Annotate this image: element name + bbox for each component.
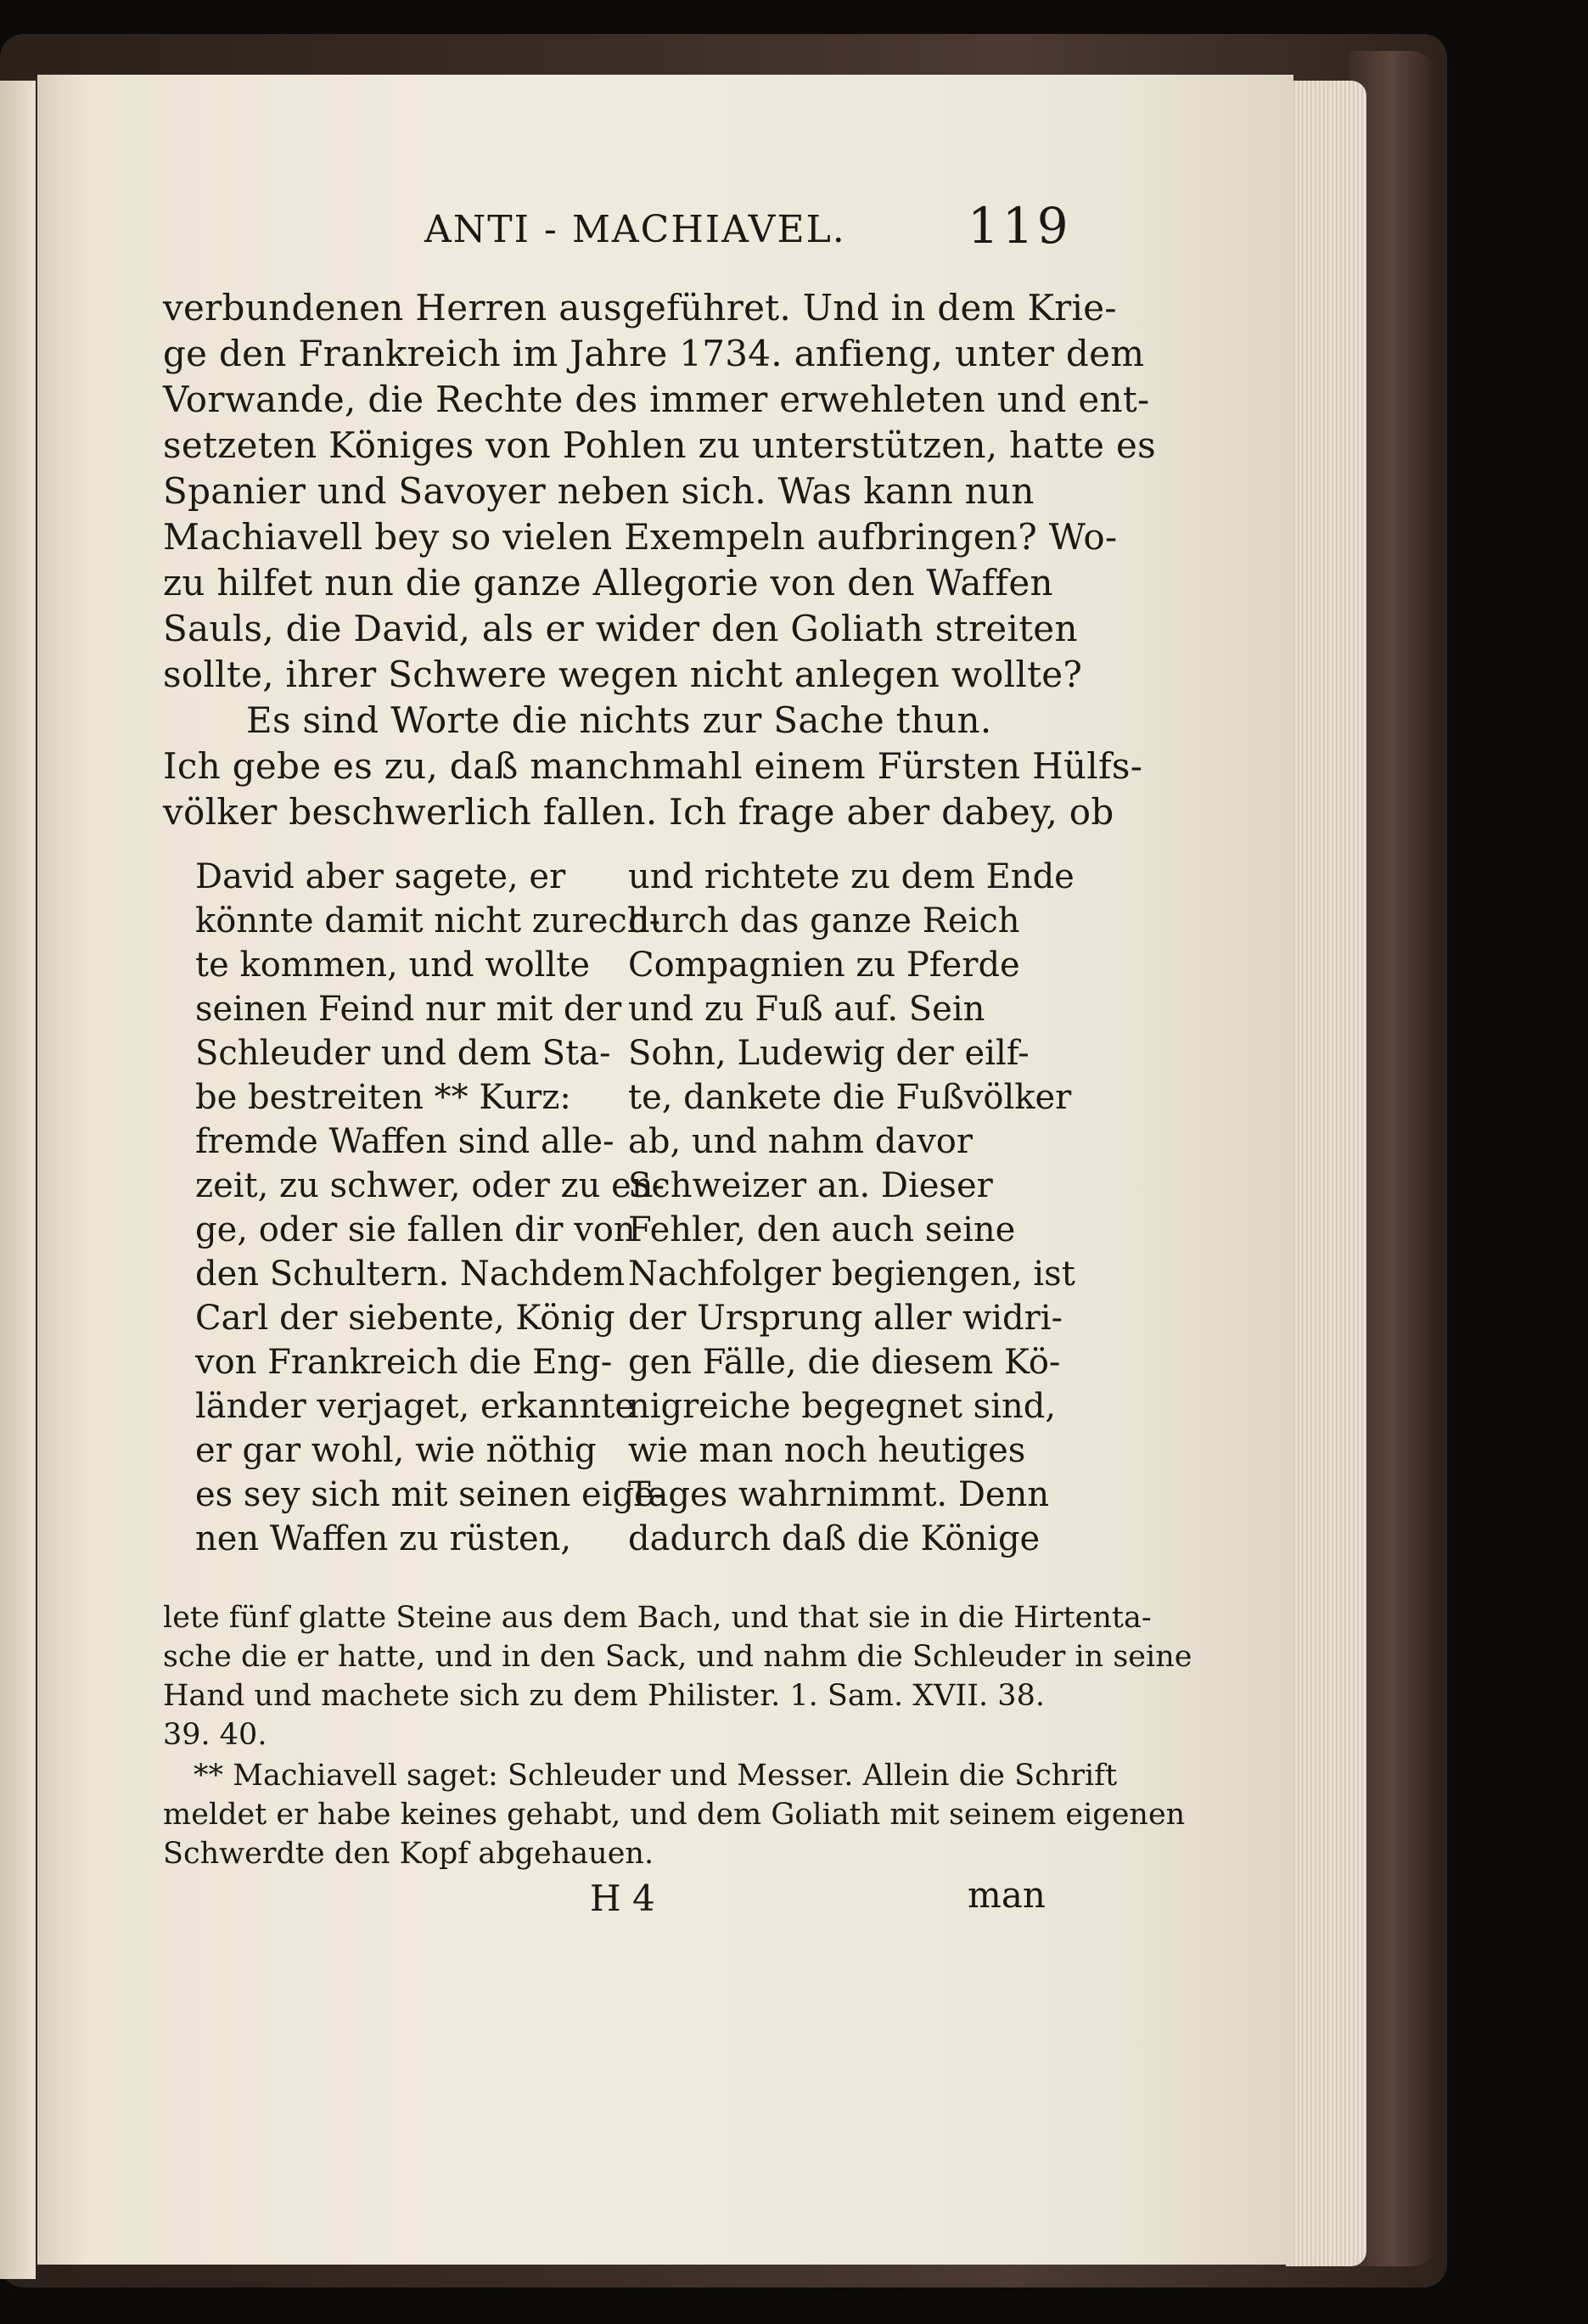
footnote-line: Schwerdte den Kopf abgehauen. (163, 1837, 654, 1871)
body-line: Vorwande, die Rechte des immer erwehleten und ent- (163, 379, 1150, 420)
right-column-line: Fehler, den auch seine (628, 1210, 1016, 1249)
left-column-line: länder verjaget, erkannte (195, 1387, 636, 1426)
footnote-line: ** Machiavell saget: Schleuder und Messer. Allein die Schrift (194, 1759, 1118, 1793)
left-column-line: den Schultern. Nachdem (195, 1255, 626, 1294)
body-line: ge den Frankreich im Jahre 1734. anfieng, unter dem (163, 333, 1145, 374)
body-line: Ich gebe es zu, daß manchmahl einem Fürsten Hülfs- (163, 745, 1143, 787)
signature-mark: H 4 (590, 1878, 655, 1919)
body-line: Spanier und Savoyer neben sich. Was kann nun (163, 470, 1035, 512)
page-number: 119 (968, 197, 1072, 255)
footnote-line: sche die er hatte, und in den Sack, und nahm die Schleuder in seine (163, 1640, 1192, 1674)
right-column-line: dadurch daß die Könige (628, 1519, 1041, 1558)
right-column-line: ab, und nahm davor (628, 1122, 973, 1161)
running-title: ANTI - MACHIAVEL. (424, 208, 846, 251)
left-column-line: es sey sich mit seinen eige- (195, 1475, 666, 1514)
left-column-line: te kommen, und wollte (195, 946, 590, 985)
footnote-line: lete fünf glatte Steine aus dem Bach, und that sie in die Hirtenta- (163, 1601, 1152, 1635)
left-column-line: fremde Waffen sind alle- (195, 1122, 614, 1161)
body-line: setzeten Königes von Pohlen zu unterstützen, hatte es (163, 424, 1156, 466)
right-column-line: Tages wahrnimmt. Denn (628, 1475, 1050, 1514)
right-column-line: und richtete zu dem Ende (628, 857, 1075, 896)
left-column-line: er gar wohl, wie nöthig (195, 1431, 597, 1470)
page-stack-edges (1286, 81, 1366, 2266)
left-page-edge (0, 81, 36, 2279)
right-column-line: gen Fälle, die diesem Kö- (628, 1343, 1061, 1382)
left-column-line: seinen Feind nur mit der (195, 990, 622, 1029)
right-column-line: durch das ganze Reich (628, 901, 1020, 940)
right-column-line: Schweizer an. Dieser (628, 1166, 993, 1205)
footnote-line: Hand und machete sich zu dem Philister. 1. Sam. XVII. 38. (163, 1679, 1045, 1713)
body-line: zu hilfet nun die ganze Allegorie von den Waffen (163, 562, 1053, 603)
body-line: sollte, ihrer Schwere wegen nicht anlegen wollte? (163, 654, 1083, 695)
right-column-line: Sohn, Ludewig der eilf- (628, 1034, 1030, 1073)
right-column-line: te, dankete die Fußvölker (628, 1078, 1072, 1117)
left-column-line: Schleuder und dem Sta- (195, 1034, 611, 1073)
left-column-line: ge, oder sie fallen dir von (195, 1210, 636, 1249)
body-line: Es sind Worte die nichts zur Sache thun. (246, 699, 992, 741)
left-column-line: David aber sagete, er (195, 857, 566, 896)
right-column-line: und zu Fuß auf. Sein (628, 990, 985, 1029)
right-column-line: Nachfolger begiengen, ist (628, 1255, 1075, 1294)
left-column-line: be bestreiten ** Kurz: (195, 1078, 571, 1117)
left-column-line: Carl der siebente, König (195, 1299, 615, 1338)
right-column-line: wie man noch heutiges (628, 1431, 1026, 1470)
footnote-line: 39. 40. (163, 1718, 267, 1752)
right-column-line: nigreiche begegnet sind, (628, 1387, 1057, 1426)
right-column-line: der Ursprung aller widri- (628, 1299, 1063, 1338)
left-column-line: zeit, zu schwer, oder zu en- (195, 1166, 665, 1205)
body-line: verbundenen Herren ausgeführet. Und in dem Krie- (163, 287, 1117, 328)
body-line: völker beschwerlich fallen. Ich frage aber dabey, ob (163, 791, 1114, 833)
catchword: man (968, 1874, 1046, 1916)
right-column-line: Compagnien zu Pferde (628, 946, 1020, 985)
footnote-line: meldet er habe keines gehabt, und dem Goliath mit seinem eigenen (163, 1798, 1186, 1832)
body-line: Sauls, die David, als er wider den Goliath streiten (163, 608, 1078, 649)
left-column-line: nen Waffen zu rüsten, (195, 1519, 572, 1558)
left-column-line: von Frankreich die Eng- (195, 1343, 613, 1382)
body-line: Machiavell bey so vielen Exempeln aufbringen? Wo- (163, 516, 1118, 558)
left-column-line: könnte damit nicht zurech- (195, 901, 661, 940)
